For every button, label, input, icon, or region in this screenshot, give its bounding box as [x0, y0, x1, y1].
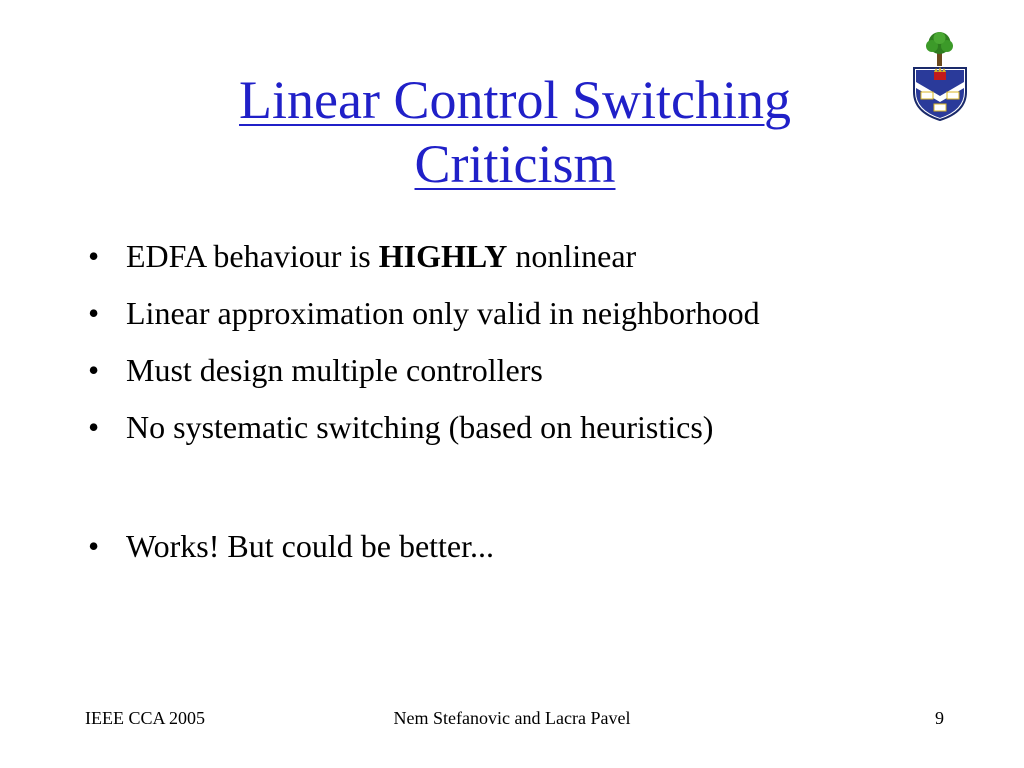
bullet-item [80, 287, 980, 344]
bullet-text: No systematic switching (based on heuristics) [126, 409, 714, 445]
slide-title [120, 68, 910, 196]
bullet-item [80, 230, 980, 287]
bullet-text: Must design multiple controllers [126, 352, 543, 388]
bullet-text-bold: HIGHLY [378, 238, 508, 274]
bullet-item [80, 520, 980, 577]
university-crest-icon [908, 30, 972, 124]
bullet-marker: • [88, 238, 100, 274]
bullet-item [80, 344, 980, 401]
footer-page-number: 9 [935, 708, 944, 728]
bullet-text: Linear approximation only valid in neighborhood [126, 295, 760, 331]
bullet-text-before: EDFA behaviour is [126, 238, 379, 274]
title-line-2: Criticism [414, 134, 616, 194]
bullet-marker: • [88, 409, 100, 445]
bullet-item [80, 401, 980, 458]
footer-conference: IEEE CCA 2005 [85, 708, 205, 728]
footer-authors: Nem Stefanovic and Lacra Pavel [393, 708, 631, 728]
bullet-marker: • [88, 352, 100, 388]
bullet-marker: • [88, 295, 100, 331]
bullet-text-after: nonlinear [507, 238, 637, 274]
bullet-text: Works! But could be better... [126, 528, 495, 564]
title-line-1: Linear Control Switching [239, 70, 791, 130]
bullet-list [80, 230, 980, 577]
bullet-marker: • [88, 528, 100, 564]
